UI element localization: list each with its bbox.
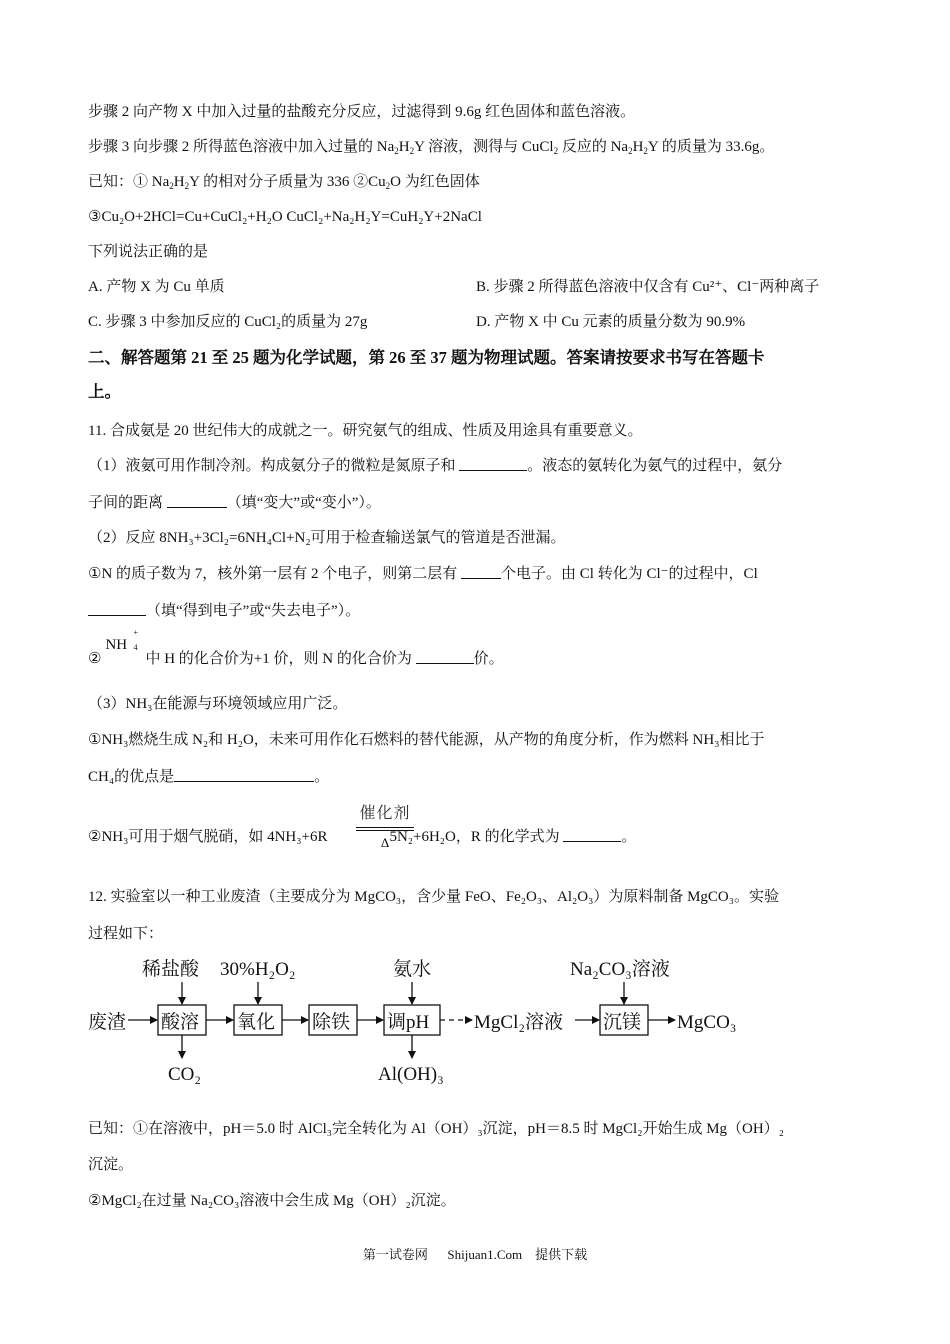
byproduct-co2: CO₂ [168, 1064, 202, 1085]
q12-known-1: 已知：①在溶液中，pH＝5.0 时 AlCl₃完全转化为 Al（OH）₃沉淀，pH＝8.5 时 MgCl₂开始生成 Mg（OH）₂ [88, 1121, 784, 1137]
option-d: D. 产物 X 中 Cu 元素的质量分数为 90.9% [476, 314, 746, 330]
q11-intro: 11. 合成氨是 20 世纪伟大的成就之一。研究氨气的组成、性质及用途具有重要意义。 [88, 423, 643, 439]
equals-sign [356, 827, 414, 831]
reaction-condition [356, 800, 414, 851]
q11-part1: （1）液氨可用作制冷剂。构成氨分子的微粒是氮原子和 。液态的氨转化为氨气的过程中，氨分 [88, 458, 783, 474]
known-1: 已知：① $Na_2H_2Y$ 的相对分子质量为 336 $②Cu_2O$ 为红色固体 [88, 174, 480, 191]
known-3-equations: ③Cu₂O+2HCl=Cu+CuCl₂+H₂O CuCl₂+Na₂H₂Y=CuH₂Y+2NaCl [88, 209, 482, 225]
reagent-h2o2: 30%H₂O₂ [220, 959, 296, 980]
product-mgco3: MgCO₃ [677, 1012, 737, 1033]
q11-part3-1-cont: CH₄的优点是 。 [88, 769, 330, 785]
answer-blank[interactable] [461, 564, 501, 579]
section-title-cont: 上。 [88, 382, 121, 401]
answer-blank[interactable] [416, 649, 474, 664]
reagent-na2co3: Na₂CO₃溶液 [570, 959, 670, 980]
step2-text: 步骤 2 向产物 X 中加入过量的盐酸充分反应，过滤得到 9.6g 红色固体和蓝色溶液。 [88, 104, 636, 120]
question-ask: 下列说法正确的是 [88, 244, 209, 260]
label-adjust-ph: 调pH [387, 1012, 430, 1033]
q11-part2-1: ①N 的质子数为 7，核外第一层有 2 个电子，则第二层有 个电子。由 Cl 转化为 Cl⁻的过程中，Cl [88, 566, 758, 582]
q11-part1-cont: 子间的距离 （填“变大”或“变小”）。 [88, 495, 381, 511]
catalyst-label: 催化剂 [359, 803, 411, 822]
intermediate-mgcl2: MgCl₂溶液 [474, 1012, 563, 1033]
label-precipitate-mg: 沉镁 [603, 1012, 642, 1033]
reagent-hcl: 稀盐酸 [142, 959, 200, 980]
option-c: C. 步骤 3 中参加反应的 CuCl₂的质量为 27g [88, 314, 368, 330]
q11-part3-1: ①NH₃燃烧生成 N₂和 H₂O，未来可用作化石燃料的替代能源，从产物的角度分析，作为燃料 NH₃相比于 [88, 732, 765, 748]
q12-intro-cont: 过程如下： [88, 926, 164, 942]
answer-blank[interactable] [174, 767, 314, 782]
reagent-ammonia: 氨水 [393, 959, 432, 980]
heat-label: Δ [380, 835, 390, 850]
option-a: A. 产物 X 为 Cu 单质 [88, 279, 225, 295]
label-oxidize: 氧化 [237, 1012, 276, 1033]
step3-text: 步骤 3 向步骤 2 所得蓝色溶液中加入过量的 $Na_2H_2Y$ 溶液，测得与 CuCl$_2$ 反应的 $Na_2H_2Y$ 的质量为 33.6g。 [88, 139, 775, 156]
answer-blank[interactable] [563, 827, 621, 842]
input-waste: 废渣 [88, 1012, 127, 1033]
byproduct-aloh3: Al(OH)₃ [378, 1064, 444, 1085]
section-title: 二、解答题第 21 至 25 题为化学试题，第 26 至 37 题为物理试题。答案请按要求书写在答题卡 [88, 348, 765, 367]
q11-part2-1-cont: （填“得到电子”或“失去电子”）。 [88, 600, 360, 622]
page-footer: 第一试卷网 Shijuan1.Com 提供下载 [362, 1247, 588, 1262]
q12-intro: 12. 实验室以一种工业废渣（主要成分为 MgCO₃，含少量 FeO、Fe₂O₃、Al₂O₃）为原料制备 MgCO₃。实验 [88, 889, 779, 905]
q11-part2-2: ② NH + 4 中 H 的化合价为+1 价，则 N 的化合价为 价。 [88, 628, 504, 667]
q11-part3: （3）NH₃在能源与环境领域应用广泛。 [88, 696, 348, 712]
label-remove-iron: 除铁 [312, 1012, 351, 1033]
answer-blank[interactable] [459, 456, 527, 471]
ammonium-ion: NH + 4 [105, 628, 138, 653]
process-flow-diagram [80, 950, 760, 1090]
answer-blank[interactable] [167, 493, 227, 508]
q11-part2: （2）反应 8NH₃+3Cl₂=6NH₄Cl+N₂可用于检查输送氯气的管道是否泄漏。 [88, 530, 566, 546]
q11-part3-2: ②NH₃可用于烟气脱硝，如 4NH₃+6R 5N₂+6H₂O，R 的化学式为 。 [88, 829, 637, 845]
answer-blank[interactable] [88, 601, 146, 616]
q12-known-2: ②MgCl₂在过量 Na₂CO₃溶液中会生成 Mg（OH）₂沉淀。 [88, 1193, 456, 1209]
label-acid-dissolve: 酸溶 [161, 1012, 200, 1033]
q12-known-1-cont: 沉淀。 [88, 1157, 134, 1173]
option-b: B. 步骤 2 所得蓝色溶液中仅含有 Cu²⁺、Cl⁻两种离子 [476, 279, 820, 295]
